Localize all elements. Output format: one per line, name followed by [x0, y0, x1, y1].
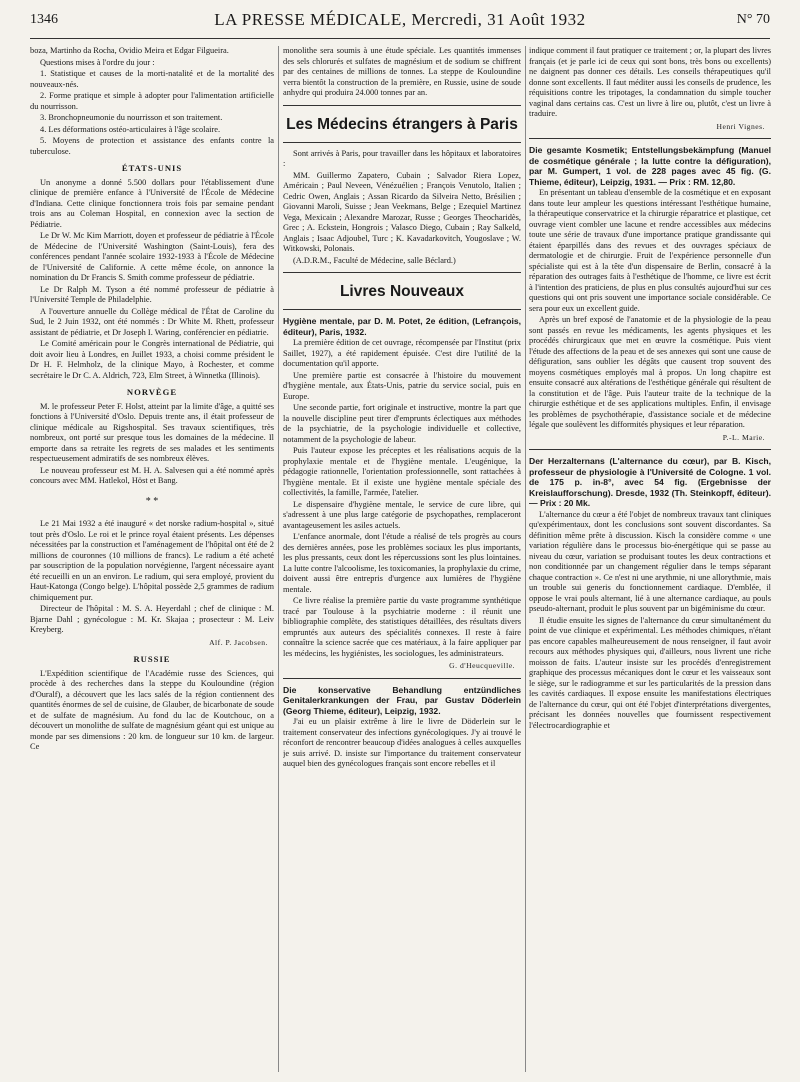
paragraph: 1. Statistique et causes de la morti-natalité et de la mortalité des nouveaux-nés.	[30, 69, 274, 89]
page-header	[30, 10, 770, 36]
section-heading-etats-unis: ÉTATS-UNIS	[121, 163, 183, 173]
paragraph: Un anonyme a donné 5.500 dollars pour l'établissement d'une clinique de première enfance à l'Université de l'École de Médecine d'Indiana. Cette clinique fonctionnera trois fois par semaine pendant trois ans au Coleman Hospital, en connexion avec la section de Pédiatrie.	[30, 177, 274, 229]
author-signature: Alf. P. Jacobsen.	[209, 637, 268, 647]
book-title: Hygiène mentale, par D. M. Potet, 2e édition, (Lefrançois, éditeur), Paris, 1932.	[283, 316, 521, 337]
author-signature: Henri Vignes.	[716, 121, 765, 131]
paragraph: En présentant un tableau d'ensemble de la cosmétique et en exposant dans toute leur ampleur les questions intéressant l'esthétique humaine, la thérapeutique conservatrice et la chirurgie réparatrice et plastique, cet ouvrage vient combler une lacune et rendre accessibles aux médecins toute une série de travaux d'une importance pratique grandissante qui étaient éparpillés dans des revues et des ouvrages spéciaux de dermatologie et de chirurgie. Fruit de l'expérience personnelle d'un spécialiste qui est à la tête d'un dispensaire de Berlin, consacré à la réparation des outrages faits à l'esthétique de l'homme, ce livre est écrit à l'intention des praticiens, de plus en plus consultés aujourd'hui sur ces questions qui ont pris souvent une importance sociale considérable. Ce sera pour eux un excellent guide.	[529, 188, 771, 313]
paragraph: Sont arrivés à Paris, pour travailler dans les hôpitaux et laboratoires :	[283, 148, 521, 168]
paragraph: 2. Forme pratique et simple à adopter pour l'alimentation artificielle du nourrisson.	[30, 91, 274, 111]
paragraph: MM. Guillermo Zapatero, Cubain ; Salvador Riera Lopez, Américain ; Paul Neveen, Vénézuélien ; François Venutolo, Italien ; Cedric Owen, Anglais ; Assan Ricardo da Silveira Netto, Brésilien ; Giovanni Maroli, Suisse ; Jean Veekmans, Belge ; Ezequiel Martinez Vega, Mexicain ; Alexandre Marozar, Russe ; Georges Theocharidès, Grec ; A. Eckstein, Hongrois ; Valasco Diego, Cubain ; Ray Salkeld, Anglais ; Isaac Adjoubel, Turc ; K. Kavadarkovitch, Yougoslave ; W. Witkowski, Polonais.	[283, 170, 521, 253]
paragraph: Il étudie ensuite les signes de l'alternance du cœur simultanément du point de vue clinique et expérimental. Les méthodes chimiques, n'étant pas encore capables malheureusement de nous renseigner, il faut avoir recours aux méthodes physiques qui, d'ailleurs, nous livrent une riche moisson de faits. L'auteur insiste sur les procédés d'enregistrement graphique des processus mécaniques dont le cœur et les vaisseaux sont le siège, sur le radiogramme et sur les particularités de la pression dans les cavités cardiaques. Il expose ensuite les manifestations électriques de l'alternance du cœur, qui ont été l'objet d'interprétations divergentes, précisant les données nouvelles que fournissent respectivement l'électrocardiographie et	[529, 615, 771, 730]
book-title: Die gesamte Kosmetik; Entstellungsbekämpfung (Manuel de cosmétique générale ; la lutte contre la défiguration), par M. Gumpert, 1 vol. de 228 pages avec 45 fig. (G. Thieme, éditeur), Leipzig, 1931. — Prix : RM. 12,80.	[529, 145, 771, 187]
paragraph: L'alternance du cœur a été l'objet de nombreux travaux tant cliniques qu'expérimentaux, dont les conclusions sont souvent discordantes. Sa définition même prête à discussion. Kisch la considère comme « une variation régulière dans le processus bio-énergétique qui se passe au niveau du cœur, variation se produisant toutes les deux contractions et non conditionnée par un changement régulier dans le temps séparant chaque contraction ». Ce n'est ni une arythmie, ni une allorythmie, mais un trouble sui generis du fonctionnement cardiaque. D'emblée, il oppose le vrai pouls alternant, lié à une alternance cardiaque, au pouls pseudo-alternant, produit le plus souvent par un bigéminisme du cœur.	[529, 509, 771, 613]
page-number: 1346	[30, 12, 58, 27]
article-heading-medecins: Les Médecins étrangers à Paris	[286, 115, 518, 133]
separator	[283, 678, 521, 679]
separator	[283, 272, 521, 273]
section-heading-norvege: NORVÈGE	[126, 387, 178, 397]
paragraph: La première édition de cet ouvrage, récompensée par l'Institut (prix Saillet, 1927), a été rapidement épuisée. C'est dire l'utilité de la documentation qu'il apporte.	[283, 338, 521, 368]
paragraph: Directeur de l'hôpital : M. S. A. Heyerdahl ; chef de clinique : M. Bjarne Dahl ; gynécologue : M. Kr. Skajaa ; prosecteur : M. Leiv Kreyberg.	[30, 604, 274, 634]
paragraph: Le nouveau professeur est M. H. A. Salvesen qui a été nommé après concours avec MM. Hatlekol, Höst et Bang.	[30, 465, 274, 485]
article-heading-livres: Livres Nouveaux	[339, 283, 465, 300]
author-signature: P.-L. Marie.	[722, 432, 765, 442]
section-ornament: * *	[145, 495, 159, 507]
section-heading-russie: RUSSIE	[133, 654, 171, 664]
column-2	[283, 46, 521, 1076]
separator	[283, 309, 521, 310]
paragraph: Une première partie est consacrée à l'histoire du mouvement d'hygiène mentale, aux États-Unis, patrie du service social, puis en Europe.	[283, 370, 521, 401]
paragraph: boza, Martinho da Rocha, Ovidio Meira et Edgar Filgueira.	[30, 46, 229, 55]
author-signature: G. d'Heucqueville.	[449, 661, 515, 670]
column-1	[30, 46, 274, 1076]
issue-number: N° 70	[736, 12, 770, 27]
paragraph: monolithe sera soumis à une étude spéciale. Les quantités immenses des sels chlorurés et sulfates de magnésium et de sodium se chiffrent par des centaines de millions de tonnes. La steppe de Kouloundine verra bientôt la construction de la première, en Russie, usine de soude anhydre qui produira 24.000 tonnes par an.	[283, 46, 521, 97]
paragraph: Puis l'auteur expose les préceptes et les réalisations acquis de la prophylaxie mentale et de l'hygiène mentale. L'eugénique, la pédagogie rationnelle, l'orientation professionnelle, sont rattachées à l'hygiène mentale. Et il existe une hygiène mentale spéciale des collectivités, la famille, l'armée, l'atelier.	[283, 446, 521, 497]
book-title: Die konservative Behandlung entzündliches Genitalerkrankungen der Frau, par Gustav Döderlein (Georg Thieme, éditeur), Leipzig, 1932.	[283, 684, 521, 716]
paragraph: Le 21 Mai 1932 a été inauguré « det norske radium-hospital », situé tout près d'Oslo. Le roi et le prince royal étaient présents. Les dépenses nécessitées par la construction et l'aménagement de l'hôpital ont été de 2 millions de couronnes (10 millions de francs). Le radium a été acheté par souscription de la population norvégienne, l'argent nécessaire ayant été recueilli en un an environ. Le radium, qui sera employé, provient du Haut-Katonga (Congo belge). L'hôpital possède 2,5 grammes de radium chimiquement pur.	[30, 519, 274, 602]
paragraph: Ce livre réalise la première partie du vaste programme synthétique tracé par Toulouse à la psychiatrie moderne : il réunit une bibliographie complète, des statistiques détaillées, des résultats divers empruntés aux auteurs des spécialités connexes. Il reste à faire connaître la science sacrée que ces matériaux, à la faire appliquer par les médecins, les hygiénistes, les sociologues, les administrateurs.	[283, 596, 521, 658]
paragraph: Le dispensaire d'hygiène mentale, le service de cure libre, qui s'adressent à une plus large catégorie de psychopathes, remplaceront avantageusement les asiles actuels.	[283, 499, 521, 530]
paragraph: (A.D.R.M., Faculté de Médecine, salle Béclard.)	[293, 255, 456, 265]
paragraph: indique comment il faut pratiquer ce traitement ; or, la plupart des livres français (et je parle ici de ceux qui sont bons, très bons ou excellents) ne daignent pas donner ces détails. Les conseils thérapeutiques qu'il donne sont excellents. Il faut méditer aussi les conseils de prudence, les réquisitions contre les tripotages, la condamnation du simple toucher vaginal dans certains cas. C'est un livre à lire ou, plutôt, c'est un livre à traduire.	[529, 46, 771, 118]
column-divider-2	[525, 46, 526, 1072]
paragraph: Le Comité américain pour le Congrès international de Pédiatrie, qui doit avoir lieu à Londres, en Juillet 1933, a choisi comme président le Dr H. F. Helmholz, de la clinique Mayo, à Rochester, et comme secrétaire le Dr C. A. Aldrich, 723, Elm Street, à Winnetka (Illinois).	[30, 339, 274, 380]
column-divider-1	[278, 46, 279, 1072]
paragraph: Le Dr Ralph M. Tyson a été nommé professeur de pédiatrie à l'Université Temple de Philadelphie.	[30, 284, 274, 304]
paragraph: J'ai eu un plaisir extrême à lire le livre de Döderlein sur le traitement conservateur des infections gynécologiques. J'y ai trouvé le réconfort de rencontrer beaucoup d'idées analogues à celles auxquelles je suis arrivé. D. insiste sur l'importance du traitement conservateur auquel bien des gynécologues français sont encore rebelles et il	[283, 717, 521, 768]
column-3	[529, 46, 771, 1076]
separator	[529, 138, 771, 139]
paragraph: L'enfance anormale, dont l'étude a réalisé de tels progrès au cours des dernières années, pose les problèmes sociaux les plus importants, les plus pressants, ceux dont les répercussions sont les plus lointaines. La lutte contre l'alcoolisme, les toxicomanies, la prophylaxie du crime, doivent aussi être entrepris d'urgence aux lumières de l'hygiène mentale.	[283, 532, 521, 594]
paragraph: Une seconde partie, fort originale et instructive, montre la part que la nouvelle discipline peut tirer d'emprunts éclectiques aux méthodes de la psychiatrie, de la psychologie individuelle et collective, notamment de la psychologie de labeur.	[283, 403, 521, 444]
paragraph: Le Dr W. Mc Kim Marriott, doyen et professeur de pédiatrie à l'École de Médecine de l'Université Washington (Saint-Louis), fera des conférences pendant l'année scolaire 1932-1933 à l'École de Médecine de l'Université de Californie. A cette même école, on annonce la nomination du Dr Francis S. Smith comme professeur de pédiatrie.	[30, 231, 274, 282]
book-title: Der Herzalternans (L'alternance du cœur), par B. Kisch, professeur de physiologie à l'Université de Cologne. 1 vol. de 175 p. in-8°, avec 54 fig. (Ergebnisse der Kreislaufforschung). Dresde, 1932 (Th. Steinkopff, éditeur). — Prix : 20 Mk.	[529, 456, 771, 508]
separator	[283, 105, 521, 106]
paragraph: Questions mises à l'ordre du jour :	[40, 57, 155, 67]
paragraph: L'Expédition scientifique de l'Académie russe des Sciences, qui procède à des recherches dans la steppe du Kouloundine (région d'Ouralf), a découvert que les lacs salés de la région contiennent des quantités énormes de sel de cuisine, de Glauber, de bicarbonate de soude et de sulfate de magnésium. Au fond du lac de Koutchouc, on a découvert un monolithe de sulfate de magnésium géant qui est unique au monde par ses dimensions : 20 km. de longueur sur 10 km. de largeur. Ce	[30, 668, 274, 751]
paragraph: 4. Les déformations ostéo-articulaires à l'âge scolaire.	[40, 124, 221, 134]
separator	[529, 449, 771, 450]
journal-title: LA PRESSE MÉDICALE, Mercredi, 31 Août 1932	[214, 10, 586, 29]
separator	[283, 142, 521, 143]
paragraph: M. le professeur Peter F. Holst, atteint par la limite d'âge, a quitté ses fonctions à l'Université d'Oslo. Depuis trente ans, il était professeur de clinique médicale au Rigshospital. Ses travaux scientifiques, très nombreux, ont porté sur presque tous les domaines de la médecine. Il emporte dans sa retraite les regrets de ses malades et les sentiments respectueusement admiratifs de ses nombreux élèves.	[30, 401, 274, 463]
paragraph: 5. Moyens de protection et assistance des enfants contre la tuberculose.	[30, 136, 274, 156]
header-rule	[30, 38, 770, 39]
paragraph: A l'ouverture annuelle du Collège médical de l'État de Caroline du Sud, le 2 Juin 1932, ont été nommés : Dr White M. Rhett, professeur assistant de pédiatrie, et Dr Joseph I. Waring, conférencier en pédiatrie.	[30, 306, 274, 337]
paragraph: 3. Bronchopneumonie du nourrisson et son traitement.	[40, 113, 223, 122]
paragraph: Après un bref exposé de l'anatomie et de la physiologie de la peau sont passés en revue les médicaments, les agents physiques et les procédés chirurgicaux que met en œuvre la cosmétique. Puis vient l'étude des affections de la peau et de ses annexes qui sont une cause de défiguration, sans oublier les dégâts que causent trop souvent des moyens cosmétiques employés mal à propos. Un long chapitre est ensuite consacré aux altérations de l'esthétique générale qui résultent de la constitution et de l'âge. Puis l'auteur traite de la technique de la chirurgie esthétique et de ses applications multiples. Enfin, il envisage les problèmes de psychothérapie, d'assistance sociale et de médecine légale que soulèvent les difformités physiques et leur réparation.	[529, 315, 771, 429]
